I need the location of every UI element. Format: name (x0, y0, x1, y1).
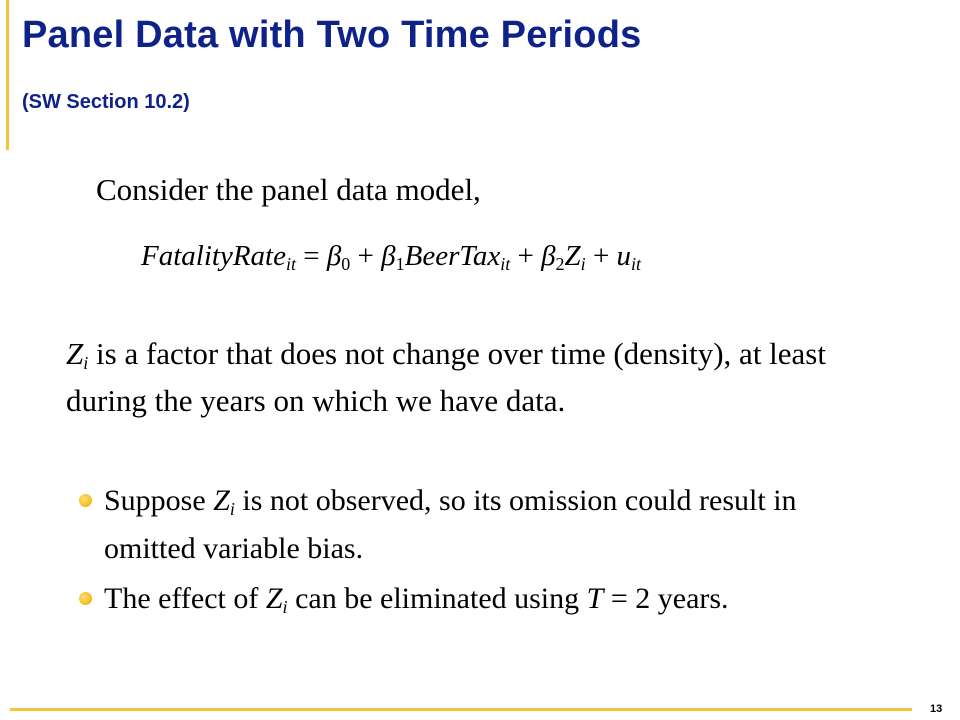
z-symbol: Z (66, 336, 84, 371)
bullet-dot-icon (79, 494, 92, 507)
bullet-item (74, 477, 924, 573)
bullet-1-post: is not observed, so its omission could result in (234, 484, 797, 517)
eq-beta0: β (326, 240, 342, 272)
eq-beertax-sub: it (500, 254, 511, 274)
eq-error: u (616, 240, 632, 272)
bullet-dot-icon (79, 592, 92, 605)
z-paragraph-line-2: during the years on which we have data. (66, 383, 566, 418)
bullet-2-z-sub: i (282, 597, 288, 617)
page-number: 13 (930, 703, 943, 715)
bullet-text (104, 575, 924, 623)
eq-lhs: FatalityRate (141, 240, 286, 272)
eq-error-sub: it (631, 254, 642, 274)
footer-accent-rule (10, 708, 912, 711)
eq-beta1-sub: 1 (395, 254, 405, 274)
bullet-1-line-2: omitted variable bias. (104, 532, 364, 565)
bullet-2-t: T (586, 582, 604, 615)
title-accent-rule (6, 0, 9, 150)
eq-beta2-sub: 2 (555, 254, 565, 274)
bullet-2-z: Z (265, 582, 283, 615)
z-paragraph (66, 330, 826, 424)
eq-beta1: β (381, 240, 396, 272)
bullet-2-eq: = 2 years. (603, 582, 729, 615)
intro-text: Consider the panel data model, (96, 172, 481, 207)
bullet-list (74, 477, 924, 623)
eq-beta0-sub: 0 (341, 254, 351, 274)
bullet-2-pre: The effect of (104, 582, 266, 615)
eq-equals: = (295, 240, 327, 272)
eq-plus-3: + (585, 240, 617, 272)
z-paragraph-line-1 (66, 330, 826, 377)
z-paragraph-text: is a factor that does not change over time (density), at least (88, 336, 826, 371)
eq-z: Z (564, 240, 581, 272)
eq-plus-2: + (510, 240, 542, 272)
model-equation (141, 240, 641, 273)
bullet-item (74, 575, 924, 623)
bullet-1-pre: Suppose (104, 484, 214, 517)
eq-lhs-sub: it (285, 254, 296, 274)
slide-title: Panel Data with Two Time Periods (22, 14, 642, 56)
eq-plus-1: + (350, 240, 382, 272)
slide-subtitle: (SW Section 10.2) (22, 91, 190, 113)
eq-beta2: β (541, 240, 556, 272)
z-symbol-sub: i (83, 353, 89, 373)
bullet-1-z: Z (213, 484, 230, 517)
bullet-2-mid: can be eliminated using (287, 582, 587, 615)
eq-z-sub: i (580, 254, 586, 274)
bullet-text (104, 477, 924, 525)
eq-beertax: BeerTax (404, 240, 501, 272)
bullet-1-z-sub: i (229, 499, 235, 519)
